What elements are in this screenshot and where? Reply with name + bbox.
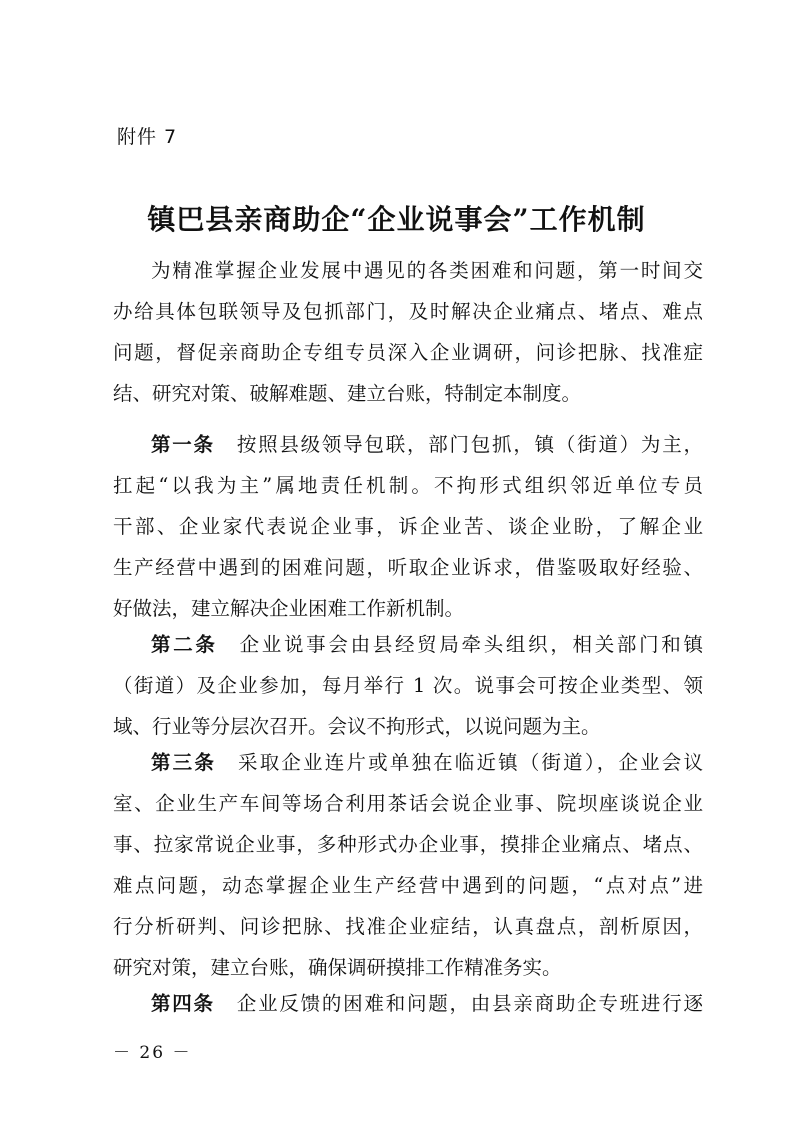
article-3-first-line xyxy=(151,749,703,777)
article-1-first-line xyxy=(151,431,703,459)
article-2-first-line xyxy=(151,631,703,659)
article-text: 企业说事会由县经贸局牵头组织，相关部门和镇 xyxy=(239,633,703,656)
article-heading: 第三条 xyxy=(151,751,217,774)
article-line: 事、拉家常说企业事，多种形式办企业事，摸排企业痛点、堵点、 xyxy=(113,833,703,856)
article-line: 行分析研判、问诊把脉、找准企业症结，认真盘点，剖析原因， xyxy=(113,915,703,938)
article-line: 干部、企业家代表说企业事，诉企业苦、谈企业盼，了解企业 xyxy=(113,515,703,538)
article-line: （街道）及企业参加，每月举行 1 次。说事会可按企业类型、领 xyxy=(113,674,703,697)
intro-line: 结、研究对策、破解难题、建立台账，特制定本制度。 xyxy=(113,382,582,405)
article-text: 采取企业连片或单独在临近镇（街道），企业会议 xyxy=(238,751,703,774)
article-line: 生产经营中遇到的困难问题，听取企业诉求，借鉴吸取好经验、 xyxy=(113,556,703,579)
article-text: 企业反馈的困难和问题，由县亲商助企专班进行逐 xyxy=(236,992,703,1015)
article-line: 好做法，建立解决企业困难工作新机制。 xyxy=(113,597,465,620)
article-heading: 第一条 xyxy=(151,433,215,456)
article-heading: 第二条 xyxy=(151,633,218,656)
article-text: 按照县级领导包联，部门包抓，镇（街道）为主， xyxy=(236,433,703,456)
document-title: 镇巴县亲商助企“企业说事会”工作机制 xyxy=(147,203,646,236)
article-line: 难点问题，动态掌握企业生产经营中遇到的问题，“点对点”进 xyxy=(113,874,703,897)
intro-line: 办给具体包联领导及包抓部门，及时解决企业痛点、堵点、难点 xyxy=(113,300,703,323)
article-line: 室、企业生产车间等场合利用茶话会说企业事、院坝座谈说企业 xyxy=(113,792,703,815)
article-line: 研究对策，建立台账，确保调研摸排工作精准务实。 xyxy=(113,956,562,979)
article-line: 扛起“以我为主”属地责任机制。不拘形式组织邻近单位专员 xyxy=(113,474,703,497)
intro-line: 问题，督促亲商助企专组专员深入企业调研，问诊把脉、找准症 xyxy=(113,341,703,364)
page-number: － 26 － xyxy=(113,1043,192,1063)
attachment-label: 附件 7 xyxy=(117,126,178,148)
article-4-first-line xyxy=(151,990,703,1018)
article-line: 域、行业等分层次召开。会议不拘形式，以说问题为主。 xyxy=(113,715,601,738)
intro-line: 为精准掌握企业发展中遇见的各类困难和问题，第一时间交 xyxy=(151,259,703,282)
article-heading: 第四条 xyxy=(151,992,215,1015)
